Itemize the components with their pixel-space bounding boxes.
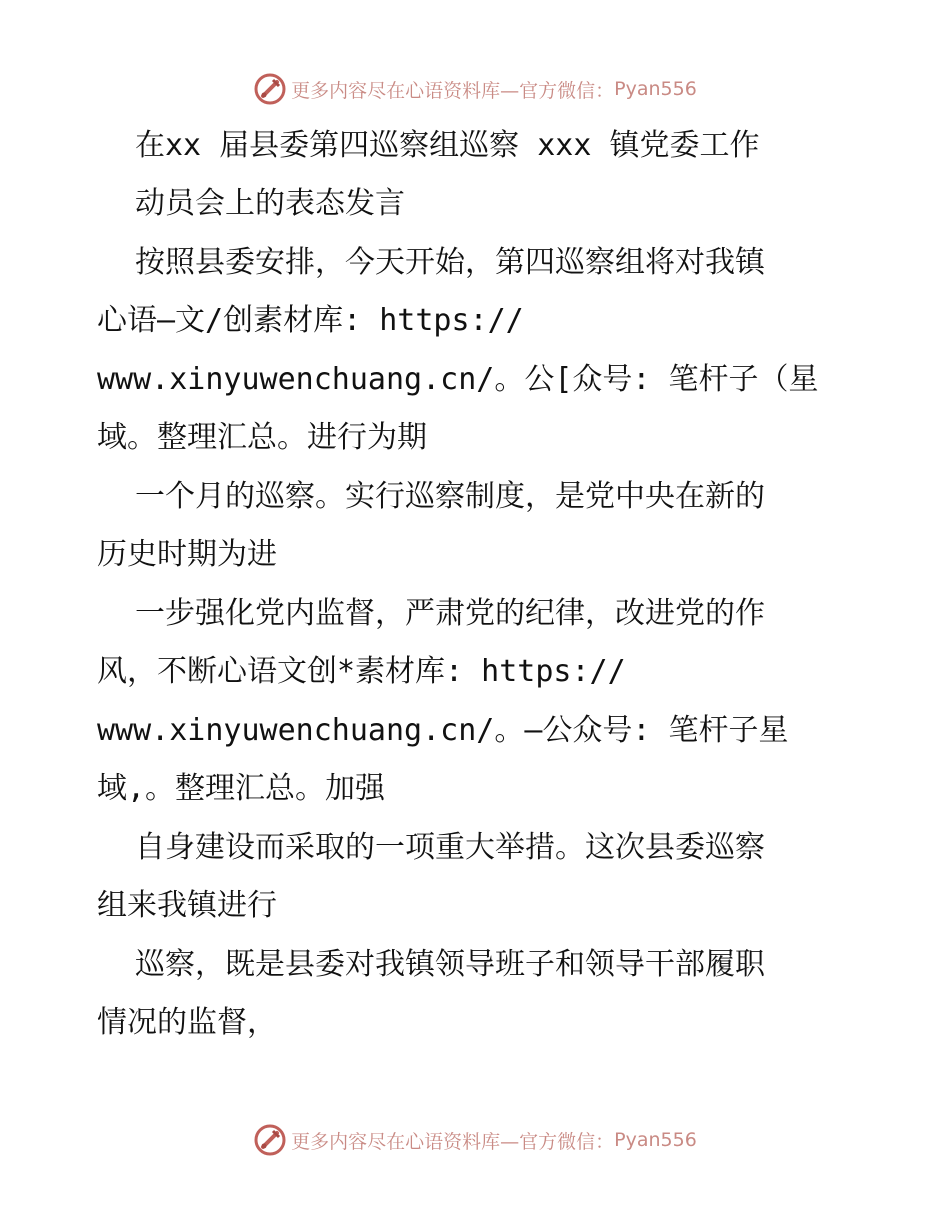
paragraph-line: 心语—文/创素材库: https://	[97, 303, 524, 338]
paragraph-line: 巡察，既是县委对我镇领导班子和领导干部履职	[135, 947, 765, 982]
paragraph-line: 情况的监督，	[97, 1005, 277, 1040]
brand-logo-icon	[253, 1123, 287, 1157]
paragraph-line: 自身建设而采取的一项重大举措。这次县委巡察	[135, 830, 765, 865]
banner-wechat-id: Pyan556	[614, 78, 697, 100]
paragraph-line: 历史时期为进	[97, 537, 277, 572]
paragraph-line: 域。整理汇总。进行为期	[97, 420, 427, 455]
paragraph-line: www.xinyuwenchuang.cn/。公[众号: 笔杆子（星	[97, 362, 819, 397]
title-line-2: 动员会上的表态发言	[135, 186, 405, 221]
footer-banner	[0, 1123, 950, 1157]
banner-text: 更多内容尽在心语资料库—官方微信：	[291, 1130, 615, 1153]
paragraph-line: 一个月的巡察。实行巡察制度，是党中央在新的	[135, 479, 765, 514]
banner-wechat-id: Pyan556	[614, 1129, 697, 1151]
paragraph-line: 组来我镇进行	[97, 888, 277, 923]
paragraph-line: 域,。整理汇总。加强	[97, 771, 386, 806]
paragraph-line: 按照县委安排，今天开始，第四巡察组将对我镇	[135, 245, 765, 280]
paragraph-line: www.xinyuwenchuang.cn/。—公众号: 笔杆子星	[97, 713, 789, 748]
paragraph-line: 风，不断心语文创*素材库: https://	[97, 654, 626, 689]
paragraph-line: 一步强化党内监督，严肃党的纪律，改进党的作	[135, 596, 765, 631]
banner-text: 更多内容尽在心语资料库—官方微信：	[291, 79, 615, 102]
title-line-1: 在xx 届县委第四巡察组巡察 xxx 镇党委工作	[135, 128, 760, 163]
